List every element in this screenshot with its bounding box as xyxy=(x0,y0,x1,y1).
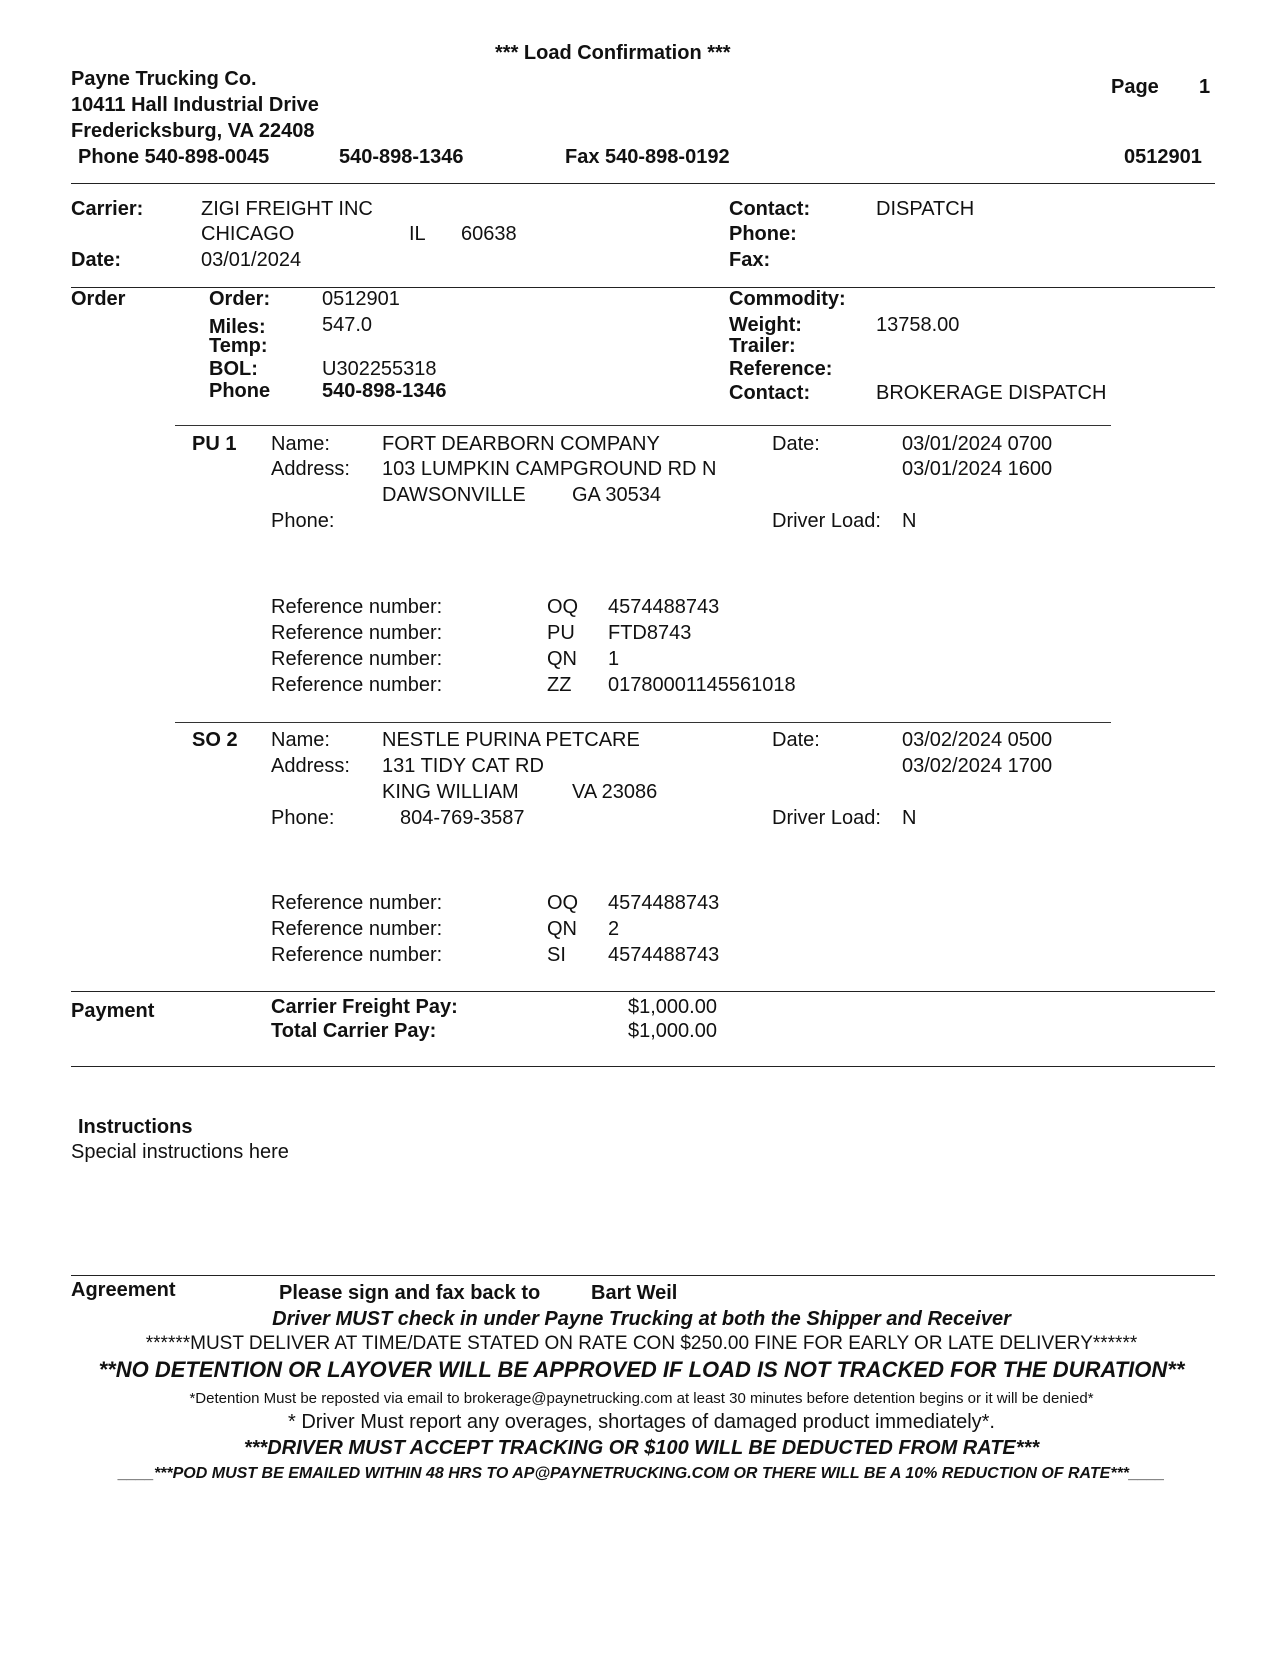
sign-instruction: Please sign and fax back to xyxy=(279,1282,541,1304)
agreement-line-overages: * Driver Must report any overages, shortages of damaged product immediately*. xyxy=(287,1411,995,1433)
order-contact-label: Contact: xyxy=(729,382,811,404)
reference-number-label: Reference number: xyxy=(271,892,443,914)
miles-label: Miles: xyxy=(209,316,266,338)
divider xyxy=(175,722,1111,723)
company-phone: Phone 540-898-0045 xyxy=(78,146,270,168)
stop-date-1: 03/01/2024 0700 xyxy=(902,433,1053,455)
company-fax: Fax 540-898-0192 xyxy=(565,146,730,168)
reference-code: OQ xyxy=(547,892,579,914)
driver-load-label: Driver Load: xyxy=(772,807,881,829)
commodity-label: Commodity: xyxy=(729,288,846,310)
reference-value: 4574488743 xyxy=(608,944,720,966)
agreement-line-pod: ____***POD MUST BE EMAILED WITHIN 48 HRS TO AP@PAYNETRUCKING.COM OR THERE WILL BE A 10% REDUCTION OF RATE***____ xyxy=(118,1465,1165,1482)
driver-load-value: N xyxy=(902,510,917,532)
order-id: 0512901 xyxy=(1124,146,1202,168)
agreement-label: Agreement xyxy=(71,1279,176,1301)
stop-city: DAWSONVILLE xyxy=(382,484,526,506)
document-title: *** Load Confirmation *** xyxy=(495,42,731,64)
reference-number-label: Reference number: xyxy=(271,622,443,644)
stop-city: KING WILLIAM xyxy=(382,781,519,803)
agreement-line-tracking: ***DRIVER MUST ACCEPT TRACKING OR $100 WILL BE DEDUCTED FROM RATE*** xyxy=(243,1437,1040,1459)
reference-label: Reference: xyxy=(729,358,833,380)
stop-date-label: Date: xyxy=(772,729,820,751)
divider xyxy=(71,1066,1215,1067)
reference-code: OQ xyxy=(547,596,579,618)
reference-code: QN xyxy=(547,648,577,670)
divider xyxy=(71,183,1215,184)
driver-load-value: N xyxy=(902,807,917,829)
carrier-fax-label: Fax: xyxy=(729,249,771,271)
carrier-date: 03/01/2024 xyxy=(201,249,302,271)
stop-date-1: 03/02/2024 0500 xyxy=(902,729,1053,751)
page-number: 1 xyxy=(1199,76,1211,98)
carrier-contact: DISPATCH xyxy=(876,198,975,220)
carrier-city: CHICAGO xyxy=(201,223,295,245)
stop-name-label: Name: xyxy=(271,729,330,751)
order-contact-value: BROKERAGE DISPATCH xyxy=(876,382,1107,404)
instructions-text: Special instructions here xyxy=(71,1141,289,1163)
carrier-phone-label: Phone: xyxy=(729,223,797,245)
weight-value: 13758.00 xyxy=(876,314,960,336)
payment-label: Payment xyxy=(71,1000,155,1022)
instructions-label: Instructions xyxy=(78,1116,193,1138)
divider xyxy=(71,991,1215,992)
weight-label: Weight: xyxy=(729,314,802,336)
reference-number-label: Reference number: xyxy=(271,944,443,966)
carrier-name: ZIGI FREIGHT INC xyxy=(201,198,373,220)
company-address-line1: 10411 Hall Industrial Drive xyxy=(71,94,319,116)
stop-address: 103 LUMPKIN CAMPGROUND RD N xyxy=(382,458,717,480)
order-section-label: Order xyxy=(71,288,126,310)
company-address-line2: Fredericksburg, VA 22408 xyxy=(71,120,315,142)
stop-phone: 804-769-3587 xyxy=(400,807,525,829)
trailer-label: Trailer: xyxy=(729,335,796,357)
reference-value: FTD8743 xyxy=(608,622,692,644)
reference-value: 4574488743 xyxy=(608,892,720,914)
carrier-date-label: Date: xyxy=(71,249,122,271)
carrier-freight-pay-value: $1,000.00 xyxy=(628,996,717,1018)
reference-number-label: Reference number: xyxy=(271,596,443,618)
stop-code: SO 2 xyxy=(192,729,238,751)
stop-date-label: Date: xyxy=(772,433,820,455)
carrier-contact-label: Contact: xyxy=(729,198,811,220)
stop-state-zip: GA 30534 xyxy=(572,484,661,506)
stop-name: FORT DEARBORN COMPANY xyxy=(382,433,660,455)
stop-phone-label: Phone: xyxy=(271,510,335,532)
reference-number-label: Reference number: xyxy=(271,918,443,940)
driver-load-label: Driver Load: xyxy=(772,510,881,532)
reference-number-label: Reference number: xyxy=(271,648,443,670)
stop-name-label: Name: xyxy=(271,433,330,455)
stop-date-2: 03/01/2024 1600 xyxy=(902,458,1053,480)
agreement-line-deliver: ******MUST DELIVER AT TIME/DATE STATED ON RATE CON $250.00 FINE FOR EARLY OR LATE DELIVERY****** xyxy=(145,1333,1138,1354)
company-name: Payne Trucking Co. xyxy=(71,68,257,90)
order-phone-label: Phone xyxy=(209,380,271,402)
reference-value: 2 xyxy=(608,918,620,940)
stop-date-2: 03/02/2024 1700 xyxy=(902,755,1053,777)
page-label: Page xyxy=(1111,76,1159,98)
agreement-line-detention-email: *Detention Must be reposted via email to brokerage@paynetrucking.com at least 30 minutes before detention begins or it will be denied* xyxy=(189,1390,1094,1407)
reference-code: QN xyxy=(547,918,577,940)
bol-value: U302255318 xyxy=(322,358,437,380)
reference-value: 1 xyxy=(608,648,620,670)
reference-number-label: Reference number: xyxy=(271,674,443,696)
reference-code: PU xyxy=(547,622,575,644)
total-carrier-pay-value: $1,000.00 xyxy=(628,1020,717,1042)
total-carrier-pay-label: Total Carrier Pay: xyxy=(271,1020,437,1042)
agreement-line-detention: **NO DETENTION OR LAYOVER WILL BE APPROVED IF LOAD IS NOT TRACKED FOR THE DURATION** xyxy=(98,1357,1185,1382)
stop-address-label: Address: xyxy=(271,458,350,480)
reference-value: 01780001145561018 xyxy=(608,674,796,696)
temp-label: Temp: xyxy=(209,335,268,357)
agreement-line-checkin: Driver MUST check in under Payne Trucking at both the Shipper and Receiver xyxy=(272,1308,1011,1330)
stop-address: 131 TIDY CAT RD xyxy=(382,755,544,777)
order-phone-value: 540-898-1346 xyxy=(322,380,447,402)
reference-code: ZZ xyxy=(547,674,572,696)
stop-code: PU 1 xyxy=(192,433,237,455)
order-value: 0512901 xyxy=(322,288,400,310)
divider xyxy=(175,425,1111,426)
bol-label: BOL: xyxy=(209,358,258,380)
stop-name: NESTLE PURINA PETCARE xyxy=(382,729,640,751)
miles-value: 547.0 xyxy=(322,314,373,336)
divider xyxy=(71,1275,1215,1276)
stop-phone-label: Phone: xyxy=(271,807,335,829)
carrier-state: IL xyxy=(409,223,426,245)
carrier-zip: 60638 xyxy=(461,223,517,245)
stop-address-label: Address: xyxy=(271,755,350,777)
carrier-freight-pay-label: Carrier Freight Pay: xyxy=(271,996,458,1018)
stop-state-zip: VA 23086 xyxy=(572,781,658,803)
reference-code: SI xyxy=(547,944,566,966)
reference-value: 4574488743 xyxy=(608,596,720,618)
sign-name: Bart Weil xyxy=(591,1282,678,1304)
order-label: Order: xyxy=(209,288,271,310)
carrier-label: Carrier: xyxy=(71,198,144,220)
company-phone-2: 540-898-1346 xyxy=(339,146,464,168)
